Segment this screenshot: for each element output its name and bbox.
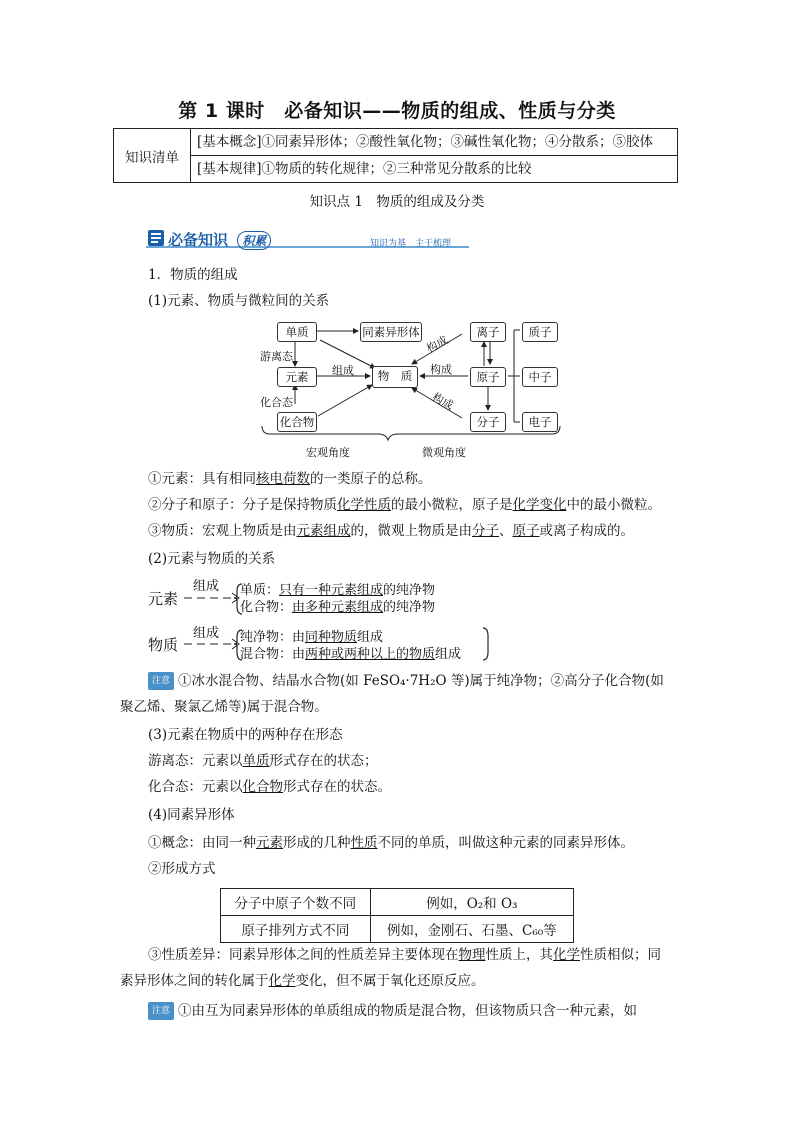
para-huahe: 化合态：元素以化合物形式存在的状态。 (148, 779, 391, 795)
note-badge-1: 注意 (148, 672, 174, 690)
note-badge-2: 注意 (148, 1002, 174, 1020)
basic-laws: [基本规律]①物质的转化规律；②三种常见分散系的比较 (191, 156, 678, 183)
label-zucheng: 组成 (332, 364, 354, 377)
forms-table (220, 888, 574, 943)
box-lizi: 离子 (470, 322, 506, 342)
rel1-line2: 化合物：由多种元素组成的纯净物 (240, 600, 436, 615)
label-goucheng-1: 构成 (424, 333, 450, 356)
form-example-1: 例如，O₂和 O₃ (370, 889, 573, 916)
form-way-1: 分子中原子个数不同 (221, 889, 371, 916)
knowledge-list-table (113, 128, 678, 183)
page-title: 第 1 课时 必备知识——物质的组成、性质与分类 (178, 100, 616, 122)
section-1-2-heading: (2)元素与物质的关系 (148, 551, 276, 567)
label-goucheng-2: 构成 (430, 363, 452, 376)
knowledge-list-head: 知识清单 (114, 129, 191, 183)
label-goucheng-3: 构成 (430, 390, 456, 413)
form-way-2: 原子排列方式不同 (221, 916, 371, 943)
rel2-arrow-label: 组成 (193, 626, 220, 641)
basic-concepts: [基本概念]①同素异形体；②酸性氧化物；③碱性氧化物；④分散系；⑤胶体 (191, 129, 678, 156)
rel1-arrow (182, 580, 242, 620)
para-concept: ①概念：由同一种元素形成的几种性质不同的单质，叫做这种元素的同素异形体。 (148, 835, 634, 851)
box-yuanzi: 原子 (470, 367, 506, 387)
rel1-left: 元素 (148, 590, 179, 608)
label-weiguan: 微观角度 (422, 446, 466, 459)
para-diff-2: 素异形体之间的转化属于化学变化，但不属于氧化还原反应。 (120, 973, 485, 989)
table-row (221, 889, 574, 916)
box-fenzi: 分子 (470, 412, 506, 432)
banner-title (168, 229, 271, 250)
knowledge-point-heading: 知识点 1 物质的组成及分类 (309, 194, 485, 210)
rel1-line1: 单质：只有一种元素组成的纯净物 (240, 583, 436, 598)
para-yuansu: ①元素：具有相同核电荷数的一类原子的总称。 (148, 471, 432, 487)
box-yuansu: 元素 (277, 367, 317, 387)
form-example-2: 例如，金刚石、石墨、C₆₀等 (370, 916, 573, 943)
para-forms: ②形成方式 (148, 861, 216, 877)
note-1-line-1: 注意 ①冰水混合物、结晶水合物(如 FeSO₄·7H₂O 等)属于纯净物；②高分子化合物(如 (148, 672, 664, 690)
rel2-right-brace (482, 626, 490, 662)
rel1-arrow-label: 组成 (193, 579, 220, 594)
label-youli: 游离态 (260, 350, 293, 363)
rel2-left: 物质 (148, 636, 179, 654)
para-wuzhi: ③物质：宏观上物质是由元素组成的，微观上物质是由分子、原子或离子构成的。 (148, 523, 634, 539)
para-diff-1: ③性质差异：同素异形体之间的性质差异主要体现在物理性质上，其化学性质相似；同 (148, 947, 661, 963)
box-danzhi: 单质 (277, 322, 317, 342)
banner-subtitle: 知识为基 主干梳理 (370, 239, 452, 249)
note-2-line-1: 注意 ①由互为同素异形体的单质组成的物质是混合物，但该物质只含一种元素，如 (148, 1002, 637, 1020)
section-1-4-heading: (4)同素异形体 (148, 807, 235, 823)
label-huahe: 化合态 (260, 396, 293, 409)
table-row (221, 916, 574, 943)
rel2-arrow (182, 626, 242, 666)
box-wuzhi: 物 质 (372, 366, 418, 388)
box-dianzi: 电子 (522, 412, 558, 432)
box-huahewu: 化合物 (277, 412, 317, 432)
box-zhongzi: 中子 (522, 367, 558, 387)
banner-badge: 积累 (237, 231, 271, 250)
section-1-3-heading: (3)元素在物质中的两种存在形态 (148, 727, 343, 743)
label-hongguan: 宏观角度 (306, 446, 350, 459)
box-tongsu: 同素异形体 (360, 322, 422, 342)
rel2-line1: 纯净物：由同种物质组成 (240, 630, 384, 645)
section-1-1-heading: (1)元素、物质与微粒间的关系 (148, 293, 330, 309)
para-youli: 游离态：元素以单质形式存在的状态； (148, 753, 378, 769)
banner-title-text: 必备知识 (168, 231, 229, 249)
rel2-line2: 混合物：由两种或两种以上的物质组成 (240, 647, 462, 662)
section-1-heading: 1．物质的组成 (148, 267, 238, 283)
box-zhizi: 质子 (522, 322, 558, 342)
note-1-line-2: 聚乙烯、聚氯乙烯等)属于混合物。 (120, 699, 328, 715)
para-fenzi: ②分子和原子：分子是保持物质化学性质的最小微粒，原子是化学变化中的最小微粒。 (148, 497, 661, 513)
